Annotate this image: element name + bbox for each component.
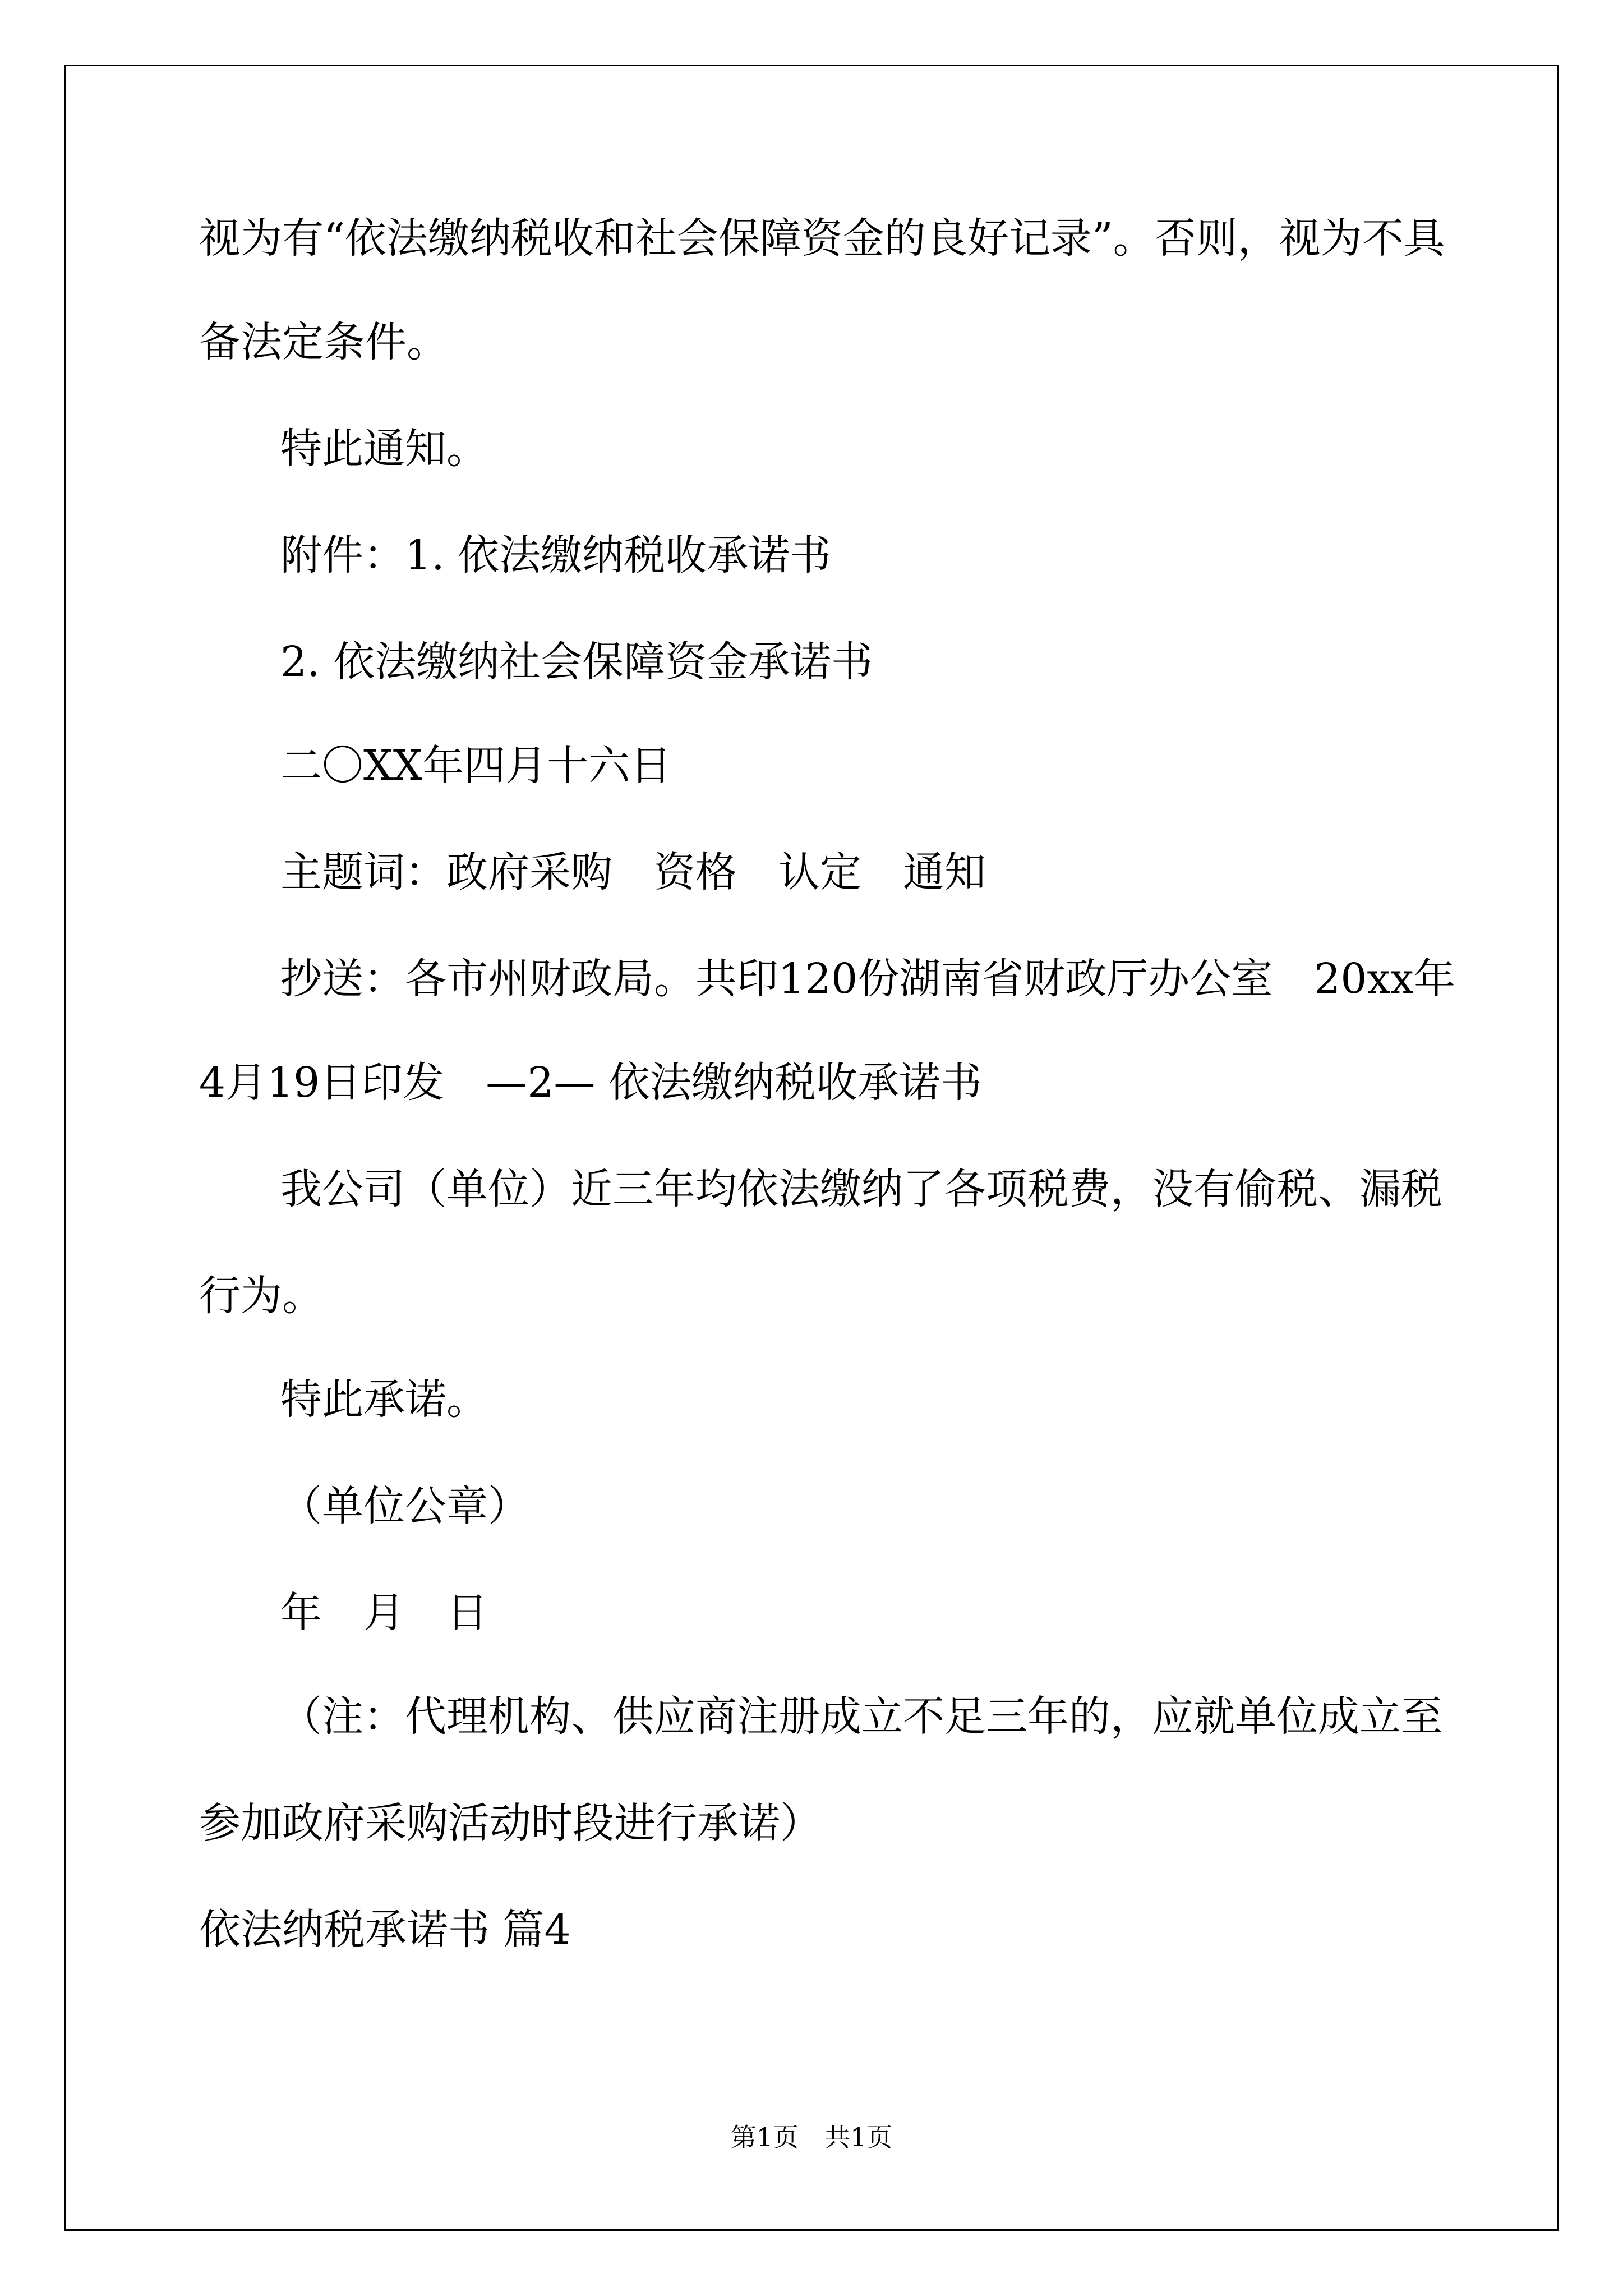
text-line-5: 2. 依法缴纳社会保障资金承诺书 <box>280 638 873 686</box>
text-line-16: 参加政府采购活动时段进行承诺） <box>199 1799 822 1847</box>
text-line-3: 特此通知。 <box>280 425 488 473</box>
text-line-11: 行为。 <box>199 1272 324 1320</box>
text-line-8: 抄送：各市州财政局。共印120份湖南省财政厅办公室 20xx年 <box>280 955 1455 1003</box>
text-line-9: 4月19日印发 —2— 依法缴纳税收承诺书 <box>199 1059 982 1107</box>
text-line-14: 年 月 日 <box>280 1589 488 1637</box>
text-line-15: （注：代理机构、供应商注册成立不足三年的，应就单位成立至 <box>280 1692 1442 1741</box>
text-line-4: 附件：1. 依法缴纳税收承诺书 <box>280 531 832 579</box>
text-line-10: 我公司（单位）近三年均依法缴纳了各项税费，没有偷税、漏税 <box>280 1165 1442 1213</box>
text-line-12: 特此承诺。 <box>280 1375 488 1424</box>
text-line-17: 依法纳税承诺书 篇4 <box>199 1906 571 1954</box>
text-line-1: 视为有“依法缴纳税收和社会保障资金的良好记录”。否则，视为不具 <box>199 214 1445 263</box>
text-line-6: 二〇XX年四月十六日 <box>280 742 672 790</box>
page-footer: 第1页 共1页 <box>730 2122 893 2152</box>
text-line-2: 备法定条件。 <box>199 318 448 366</box>
text-line-7: 主题词：政府采购 资格 认定 通知 <box>280 848 986 896</box>
text-line-13: （单位公章） <box>280 1482 529 1530</box>
